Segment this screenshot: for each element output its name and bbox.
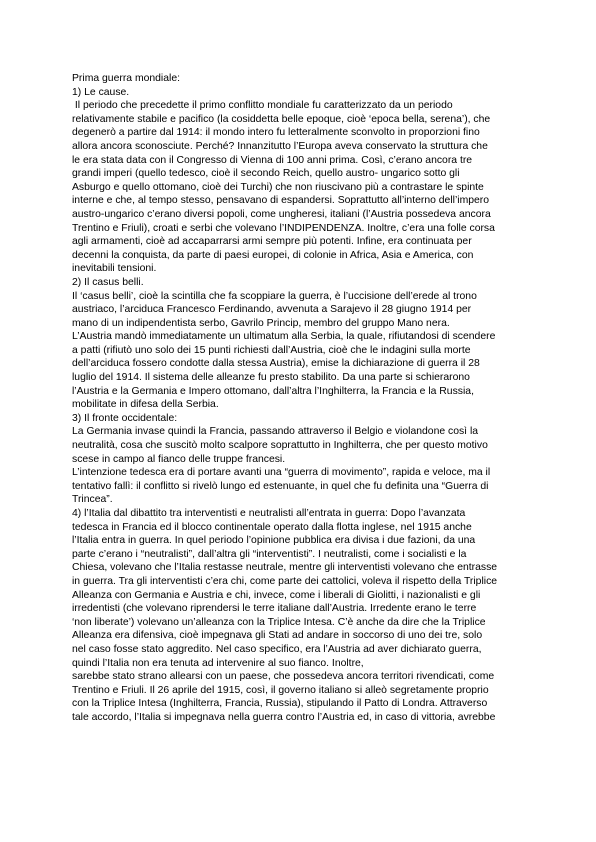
text-line: mobilitate in difesa della Serbia.	[72, 399, 219, 411]
text-line: Trentino e Friuli), croati e serbi che volevano l’INDIPENDENZA. Inoltre, c’era una folle corsa	[72, 222, 495, 234]
text-line: scese in campo al fianco delle truppe francesi.	[72, 453, 286, 465]
text-line: parte c’erano i “neutralisti”, dall’altra gli “interventisti”. I neutralisti, come i socialisti e la	[72, 548, 467, 560]
text-line: Il periodo che precedette il primo conflitto mondiale fu caratterizzato da un periodo	[72, 100, 453, 112]
text-line: tale accordo, l’Italia si impegnava nella guerra contro l’Austria ed, in caso di vittoria, avrebbe	[72, 711, 496, 723]
text-line: austro-ungarico c’erano diversi popoli, come ungheresi, italiani (l’Austria possedeva ancora	[72, 208, 491, 220]
text-line: L’intenzione tedesca era di portare avanti una “guerra di movimento”, rapida e veloce, ma il	[72, 467, 491, 479]
text-line: l’Italia entra in guerra. In quel periodo l’opinione pubblica era divisa i due fazioni, da una	[72, 535, 476, 547]
text-line: Prima guerra mondiale:	[72, 73, 180, 84]
text-line: L’Austria mandò immediatamente un ultimatum alla Serbia, la quale, rifiutandosi di scendere	[72, 331, 496, 343]
text-line: irredentisti (che volevano riprendersi le terre italiane dall’Austria. Irredente erano le terre	[72, 603, 477, 615]
text-line: Alleanza era difensiva, cioè impegnava gli Stati ad andare in soccorso di uno dei tre, solo	[72, 630, 483, 642]
text-line: tentativo fallì: il conflitto si rivelò lungo ed estenuante, in quel che fu definita una “Guerra di	[72, 480, 489, 492]
text-line: Trincea”.	[72, 494, 113, 506]
text-line: in guerra. Tra gli interventisti c’era chi, come parte dei cattolici, voleva il rispetto della Triplice	[72, 575, 498, 587]
text-line: nel caso fosse stato aggredito. Nel caso specifico, era l’Austria ad aver dichiarato guerra,	[72, 643, 482, 655]
text-line: l’Austria e la Germania e Impero ottomano, dall’altra l’Inghilterra, la Francia e la Russia,	[72, 385, 474, 397]
document-body	[72, 72, 532, 725]
text-line: degenerò a partire dal 1914: il mondo intero fu letteralmente sconvolto in proporzioni fino	[72, 127, 480, 139]
text-line: a patti (rifiutò uno solo dei 15 punti richiesti dall’Austria, cioè che le indagini sulla morte	[72, 344, 471, 356]
text-line: sarebbe stato strano allearsi con un paese, che possedeva ancora territori rivendicati, come	[72, 671, 495, 683]
text-line: Alleanza con Germania e Austria e chi, invece, come i liberali di Giolitti, i nazionalisti e gli	[72, 589, 481, 601]
text-line: Il ‘casus belli’, cioè la scintilla che fa scoppiare la guerra, è l’uccisione dell’erede al trono	[72, 290, 477, 302]
text-line: 4) l’Italia dal dibattito tra interventisti e neutralisti all’entrata in guerra: Dopo l’avanzata	[72, 508, 466, 519]
text-line: con la Triplice Intesa (Inghilterra, Francia, Russia), stipulando il Patto di Londra. Attraverso	[72, 698, 488, 710]
text-line: neutralità, cosa che suscitò molto scalpore soprattutto in Inghilterra, che per questo motivo	[72, 440, 488, 452]
text-line: Trentino e Friuli. Il 26 aprile del 1915, così, il governo italiano si alleò segretamente proprio	[72, 684, 489, 696]
text-line: 2) Il casus belli.	[72, 276, 144, 288]
text-line: mano di un indipendentista serbo, Gavrilo Princip, membro del gruppo Mano nera.	[72, 317, 450, 329]
text-line: 3) Il fronte occidentale:	[72, 412, 178, 424]
text-line: interne e che, al tempo stesso, pensavano di espandersi. Soprattutto all’interno dell’impero	[72, 195, 490, 207]
text-line: dell’arciduca fossero condotte dalla stessa Austria), emise la dichiarazione di guerra il 28	[72, 358, 480, 370]
text-line: Chiesa, volevano che l’Italia restasse neutrale, mentre gli interventisti volevano che entrasse	[72, 562, 498, 574]
text-line: austriaco, l’arciduca Francesco Ferdinando, avvenuta a Sarajevo il 28 giugno 1914 per	[72, 304, 472, 316]
text-line: allora ancora sconosciute. Perché? Innanzitutto l’Europa aveva conservato la struttura che	[72, 140, 488, 152]
text-line: grandi imperi (quello tedesco, cioè il secondo Reich, quello austro- ungarico sotto gli	[72, 168, 460, 180]
text-line: relativamente stabile e pacifico (la cosiddetta belle epoque, cioè ‘epoca bella, serena’), che	[72, 113, 491, 125]
text-line: le era stata data con il Congresso di Vienna di 100 anni prima. Così, c’erano ancora tre	[72, 154, 473, 166]
text-line: luglio del 1914. Il sistema delle alleanze fu presto stabilito. Da una parte si schierarono	[72, 372, 470, 384]
text-line: Asburgo e quello ottomano, cioè dei Turchi) che non riuscivano più a contrastare le spinte	[72, 181, 484, 193]
text-line: 1) Le cause.	[72, 86, 130, 98]
text-line: inevitabili tensioni.	[72, 263, 157, 275]
text-line: ‘non liberate’) volevano un’alleanza con la Triplice Intesa. C’è anche da dire che la Triplice	[72, 616, 486, 628]
text-line: agli armamenti, cioè ad accaparrarsi armi sempre più potenti. Infine, era continuata per	[72, 236, 472, 248]
text-line: La Germania invase quindi la Francia, passando attraverso il Belgio e violandone così la	[72, 426, 479, 438]
text-line: decenni la conquista, da parte di paesi europei, di colonie in Africa, Asia e America, con	[72, 249, 474, 261]
text-line: quindi l’Italia non era tenuta ad intervenire al suo fianco. Inoltre,	[72, 657, 364, 669]
text-line: tedesca in Francia ed il blocco continentale operato dalla flotta inglese, nel 1915 anche	[72, 521, 472, 533]
